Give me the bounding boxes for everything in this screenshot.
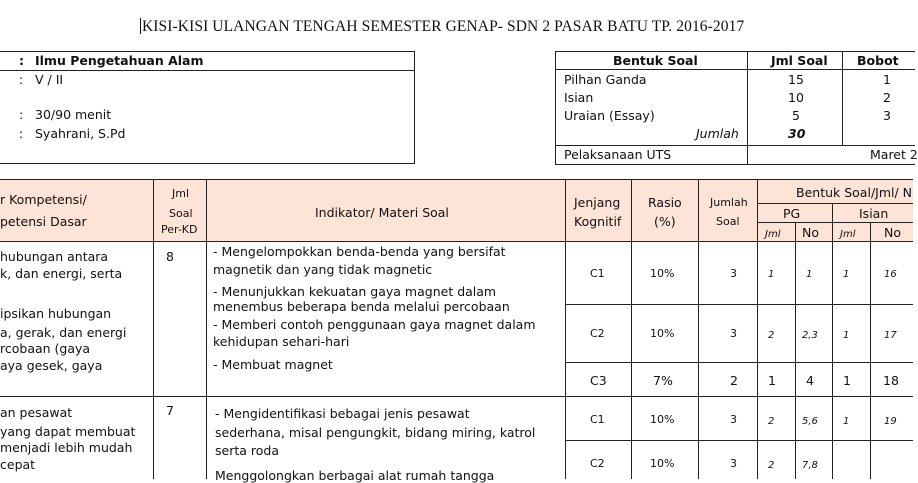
indicator-line: - Menunjukkan kekuatan gaya magnet dalam: [213, 284, 497, 299]
exec-value: Maret 2: [870, 147, 918, 162]
summary-header-jml: Jml Soal: [771, 53, 828, 68]
header-rasio: Rasio: [648, 195, 682, 210]
row-isian-no: 19: [884, 416, 897, 427]
summary-row-bobot: 3: [883, 108, 891, 123]
row-pg-no: 7,8: [802, 460, 818, 471]
info-colon: :: [19, 72, 24, 87]
header-isian: Isian: [859, 206, 889, 221]
indicator-line: sederhana, misal pengungkit, bidang miring, katrol: [215, 425, 536, 440]
kd2-text-line: cepat: [0, 457, 36, 472]
row-pg-jml: 1: [768, 373, 776, 388]
info-colon: :: [19, 53, 24, 68]
kd1-text-line: a, gerak, dan energi: [0, 325, 127, 340]
teacher-name: Syahrani, S.Pd: [35, 126, 126, 141]
row-level: C3: [590, 373, 607, 388]
indicator-line: magnetik dan yang tidak magnetic: [213, 262, 433, 277]
time-value: 30/90 menit: [35, 107, 112, 122]
class-value: V / II: [35, 72, 64, 87]
kd2-text-line: an pesawat: [0, 405, 73, 420]
indicator-line: - Mengidentifikasi bebagai jenis pesawat: [215, 406, 470, 421]
row-pg-jml: 2: [768, 330, 775, 341]
row-jumlah: 3: [730, 327, 737, 340]
summary-row-bobot: 1: [883, 72, 891, 87]
summary-total-label: Jumlah: [696, 126, 739, 141]
header-bentuk-soal: Bentuk Soal/Jml/ N: [796, 185, 913, 200]
row-level: C1: [590, 413, 605, 426]
kd2-jml: 7: [166, 403, 174, 418]
indicator-line: serta roda: [215, 443, 279, 458]
summary-row-label: Pilhan Ganda: [564, 72, 647, 87]
indicator-line: - Memberi contoh penggunaan gaya magnet dalam: [213, 317, 536, 332]
header-per-kd: Per-KD: [161, 223, 198, 236]
row-rasio: 10%: [650, 327, 675, 340]
kd2-text-line: menjadi lebih mudah: [0, 440, 133, 455]
row-isian-jml: 1: [843, 416, 850, 427]
summary-row-jml: 5: [792, 108, 800, 123]
header-kompetensi: r Kompetensi/: [0, 192, 87, 207]
info-colon: :: [19, 107, 24, 122]
row-isian-jml: 1: [843, 330, 850, 341]
header-pg: PG: [783, 206, 801, 221]
kd1-text-line: aya gesek, gaya: [0, 358, 103, 373]
row-jumlah: 3: [730, 413, 737, 426]
indicator-line: - Mengelompokkan benda-benda yang bersifat: [213, 244, 506, 259]
row-pg-jml: 1: [768, 269, 775, 280]
row-pg-no: 2,3: [802, 330, 818, 341]
subject-name: Ilmu Pengetahuan Alam: [35, 53, 204, 68]
row-level: C2: [590, 457, 605, 470]
summary-header-bentuk: Bentuk Soal: [613, 53, 698, 68]
row-rasio: 10%: [650, 413, 675, 426]
summary-total-value: 30: [788, 126, 806, 141]
exec-label: Pelaksanaan UTS: [564, 147, 672, 162]
row-isian-no: 17: [884, 330, 897, 341]
row-rasio: 10%: [650, 267, 675, 280]
summary-row-label: Isian: [564, 90, 594, 105]
indicator-line: Menggolongkan berbagai alat rumah tangga: [215, 468, 495, 483]
header-pg-jml: Jml: [765, 229, 781, 240]
header-isian-no: No: [884, 225, 901, 240]
row-rasio: 10%: [650, 457, 675, 470]
row-pg-no: 4: [806, 373, 814, 388]
row-pg-jml: 2: [768, 416, 775, 427]
row-isian-jml: 1: [843, 269, 850, 280]
row-isian-no: 18: [883, 373, 899, 388]
indicator-line: kehidupan sehari-hari: [213, 334, 350, 349]
indicator-line: - Membuat magnet: [213, 357, 333, 372]
summary-row-label: Uraian (Essay): [564, 108, 655, 123]
row-isian-no: 16: [884, 269, 897, 280]
header-rasio-pct: (%): [654, 214, 676, 229]
row-jumlah: 2: [730, 373, 738, 388]
title-text: KISI-KISI ULANGAN TENGAH SEMESTER GENAP- SDN 2 PASAR BATU TP. 2016-2017: [142, 18, 745, 35]
header-jenjang: Jenjang: [574, 195, 621, 210]
row-isian-jml: 1: [843, 373, 851, 388]
row-level: C2: [590, 327, 605, 340]
summary-row-bobot: 2: [883, 90, 891, 105]
summary-row-jml: 15: [788, 72, 804, 87]
kd1-text-line: rcobaan (gaya: [0, 341, 91, 356]
info-colon: :: [19, 126, 24, 141]
row-jumlah: 3: [730, 457, 737, 470]
kd2-text-line: yang dapat membuat: [0, 424, 136, 439]
kd1-text-line: ipsikan hubungan: [0, 306, 112, 321]
header-kognitif: Kognitif: [574, 214, 622, 229]
kd1-text-line: hubungan antara: [0, 249, 109, 264]
indicator-line: menembus beberapa benda melalui percobaan: [213, 299, 510, 314]
header-kompetensi-dasar: petensi Dasar: [0, 214, 87, 229]
header-jumlah-soal: Soal: [716, 215, 740, 228]
row-pg-no: 5,6: [802, 416, 818, 427]
summary-row-jml: 10: [788, 90, 804, 105]
header-jumlah: Jumlah: [710, 196, 748, 209]
header-soal: Soal: [169, 207, 193, 220]
row-rasio: 7%: [653, 373, 673, 388]
kd1-jml: 8: [166, 249, 174, 264]
row-level: C1: [590, 267, 605, 280]
header-indikator: Indikator/ Materi Soal: [315, 205, 449, 220]
summary-header-bobot: Bobot: [857, 53, 899, 68]
kd1-text-line: k, dan energi, serta: [0, 266, 123, 281]
row-jumlah: 3: [730, 267, 737, 280]
header-isian-jml: Jml: [840, 229, 856, 240]
header-pg-no: No: [802, 225, 819, 240]
row-pg-jml: 2: [768, 460, 775, 471]
header-jml: Jml: [172, 187, 190, 200]
row-pg-no: 1: [806, 269, 813, 280]
